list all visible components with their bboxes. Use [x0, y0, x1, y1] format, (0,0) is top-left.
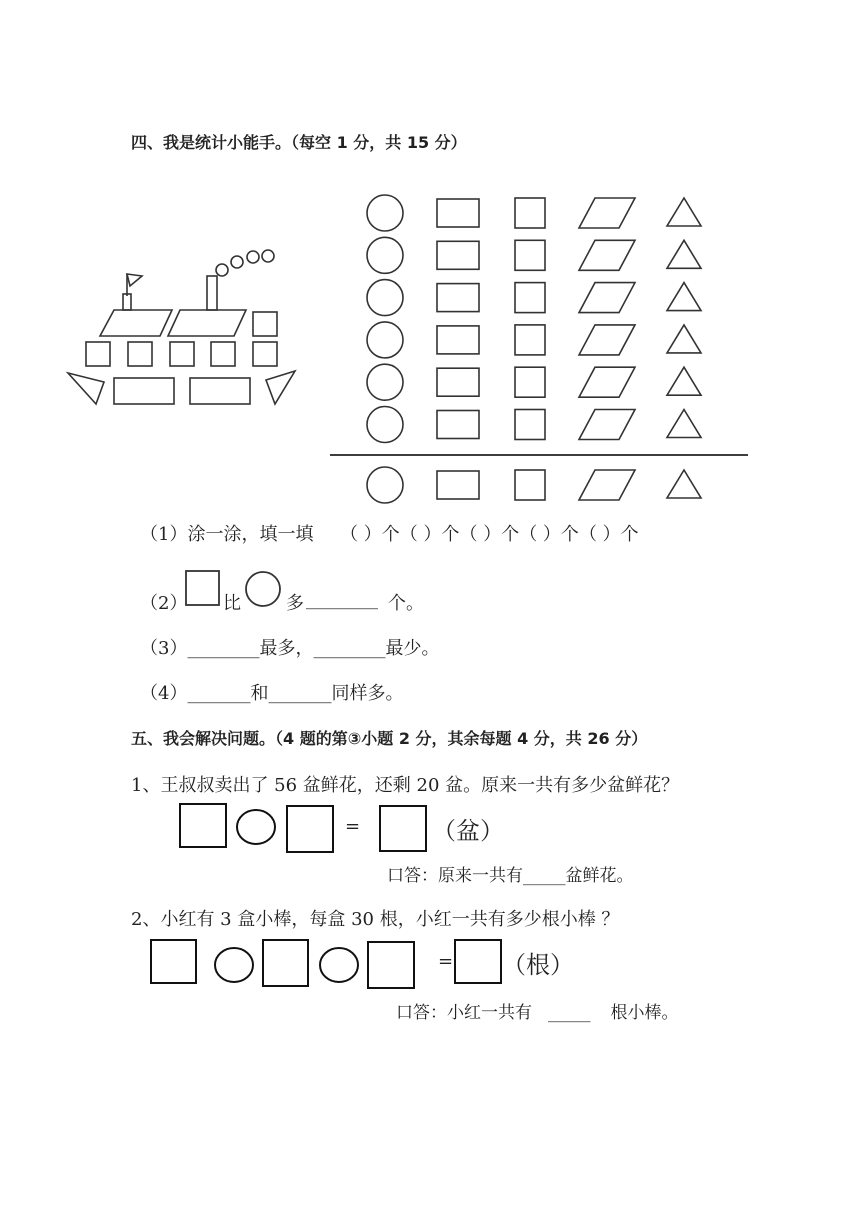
parallelogram-icon: [100, 310, 172, 336]
rectangle-icon: [114, 378, 174, 404]
q1-blanks: [340, 520, 639, 546]
problem-1-answer: [387, 861, 634, 886]
rectangle-icon: [437, 284, 479, 312]
problem-2-equals: =: [438, 951, 454, 972]
q3-text-most: 最多，: [259, 638, 314, 659]
q4-line: [140, 679, 403, 705]
square-icon: [515, 410, 545, 440]
triangle-icon: [667, 410, 701, 438]
answer-box[interactable]: [368, 942, 414, 988]
answer-box[interactable]: [151, 940, 196, 983]
answer-blank[interactable]: _____: [548, 1003, 591, 1023]
circle-icon: [367, 195, 403, 231]
rectangle-icon: [437, 326, 479, 354]
rectangle-icon[interactable]: [437, 471, 479, 499]
q4-text-same: 同样多。: [331, 683, 404, 704]
square-icon: [515, 367, 545, 397]
answer-blank[interactable]: _____: [523, 866, 566, 886]
circle-icon: [246, 572, 280, 606]
q4-blank-b[interactable]: _______: [268, 683, 332, 704]
operator-circle[interactable]: [215, 948, 253, 982]
flag-icon: [127, 274, 142, 286]
q1-label: （1）涂一涂，填一填: [140, 524, 314, 545]
triangle-icon: [266, 371, 295, 404]
tally-answer-row: [367, 467, 701, 503]
q4-text-and: 和: [250, 683, 269, 704]
ship-drawing: [68, 250, 295, 404]
circle-icon: [367, 280, 403, 316]
circle-icon[interactable]: [367, 467, 403, 503]
answer-box[interactable]: [287, 806, 333, 852]
smoke-circle-icon: [231, 256, 243, 268]
square-icon: [170, 342, 194, 366]
mast: [123, 294, 131, 310]
square-icon: [515, 325, 545, 355]
parallelogram-icon: [579, 240, 635, 270]
smoke-circle-icon: [262, 250, 274, 262]
triangle-icon[interactable]: [667, 470, 701, 498]
q4-num: （4）: [140, 683, 188, 704]
rectangle-icon: [437, 241, 479, 269]
square-icon: [86, 342, 110, 366]
parallelogram-icon: [579, 283, 635, 313]
rectangle-icon: [437, 199, 479, 227]
circle-icon: [367, 237, 403, 273]
q2-blank[interactable]: ________: [306, 589, 378, 610]
q4-blank-a[interactable]: _______: [187, 683, 251, 704]
parallelogram-icon: [579, 198, 635, 228]
answer-suffix: 盆鲜花。: [565, 866, 634, 886]
q3-blank-least[interactable]: ________: [313, 638, 386, 659]
count-blank-rectangle[interactable]: （ ）个: [399, 524, 460, 545]
rectangle-icon: [190, 378, 250, 404]
count-blank-parallelogram[interactable]: （ ）个: [519, 524, 579, 545]
q2-num: （2）: [140, 593, 188, 614]
answer-suffix: 根小棒。: [610, 1003, 679, 1023]
q2-duo: 多: [286, 593, 304, 614]
answer-box[interactable]: [263, 940, 308, 986]
circle-icon: [367, 364, 403, 400]
triangle-icon: [667, 240, 701, 268]
q2-bi: 比: [223, 593, 241, 614]
parallelogram-icon: [579, 367, 635, 397]
answer-prefix: 口答：小红一共有: [396, 1003, 532, 1023]
parallelogram-icon[interactable]: [579, 470, 635, 500]
square-icon: [253, 312, 277, 336]
answer-box[interactable]: [455, 940, 501, 983]
count-blank-square[interactable]: （ ）个: [459, 524, 520, 545]
square-icon: [515, 283, 545, 313]
q3-line: [140, 634, 439, 660]
q1-line: [140, 520, 313, 546]
answer-prefix: 口答：原来一共有: [387, 866, 523, 886]
rectangle-icon: [437, 411, 479, 439]
problem-1-question: 1、王叔叔卖出了 56 盆鲜花，还剩 20 盆。原来一共有多少盆鲜花？: [131, 775, 680, 796]
operator-circle[interactable]: [320, 948, 358, 982]
smoke-circle-icon: [247, 251, 259, 263]
count-blank-circle[interactable]: （ ）个: [340, 524, 400, 545]
square-icon: [211, 342, 235, 366]
triangle-icon: [68, 373, 104, 404]
count-blank-triangle[interactable]: （ ）个: [578, 524, 639, 545]
problem-1-equals: =: [345, 816, 361, 837]
section-5-heading: 五、我会解决问题。（4 题的第③小题 2 分，其余每题 4 分，共 26 分）: [131, 729, 648, 748]
parallelogram-icon: [579, 325, 635, 355]
square-icon[interactable]: [515, 470, 545, 500]
parallelogram-icon: [168, 310, 246, 336]
problem-2-answer: [396, 998, 679, 1023]
triangle-icon: [667, 367, 701, 395]
q3-text-least: 最少。: [385, 638, 440, 659]
problem-2-unit: （根）: [502, 951, 574, 979]
triangle-icon: [667, 198, 701, 226]
q3-num: （3）: [140, 638, 188, 659]
problem-1-unit: （盆）: [432, 817, 504, 845]
triangle-icon: [667, 325, 701, 353]
smoke-circle-icon: [216, 264, 228, 276]
problem-2-question: 2、小红有 3 盒小棒，每盒 30 根，小红一共有多少根小棒 ？: [131, 909, 620, 930]
parallelogram-icon: [579, 410, 635, 440]
square-icon: [515, 240, 545, 270]
rectangle-icon: [437, 368, 479, 396]
q2-end: 个。: [388, 593, 424, 614]
chimney: [207, 276, 217, 310]
square-icon: [128, 342, 152, 366]
section-4-heading: 四、我是统计小能手。（每空 1 分，共 15 分）: [131, 133, 467, 152]
circle-icon: [367, 407, 403, 443]
square-icon: [515, 198, 545, 228]
answer-box[interactable]: [180, 804, 226, 847]
square-icon: [253, 342, 277, 366]
answer-box[interactable]: [380, 806, 426, 851]
q3-blank-most[interactable]: ________: [187, 638, 260, 659]
operator-circle[interactable]: [237, 810, 275, 844]
triangle-icon: [667, 283, 701, 311]
square-icon: [186, 571, 219, 605]
circle-icon: [367, 322, 403, 358]
